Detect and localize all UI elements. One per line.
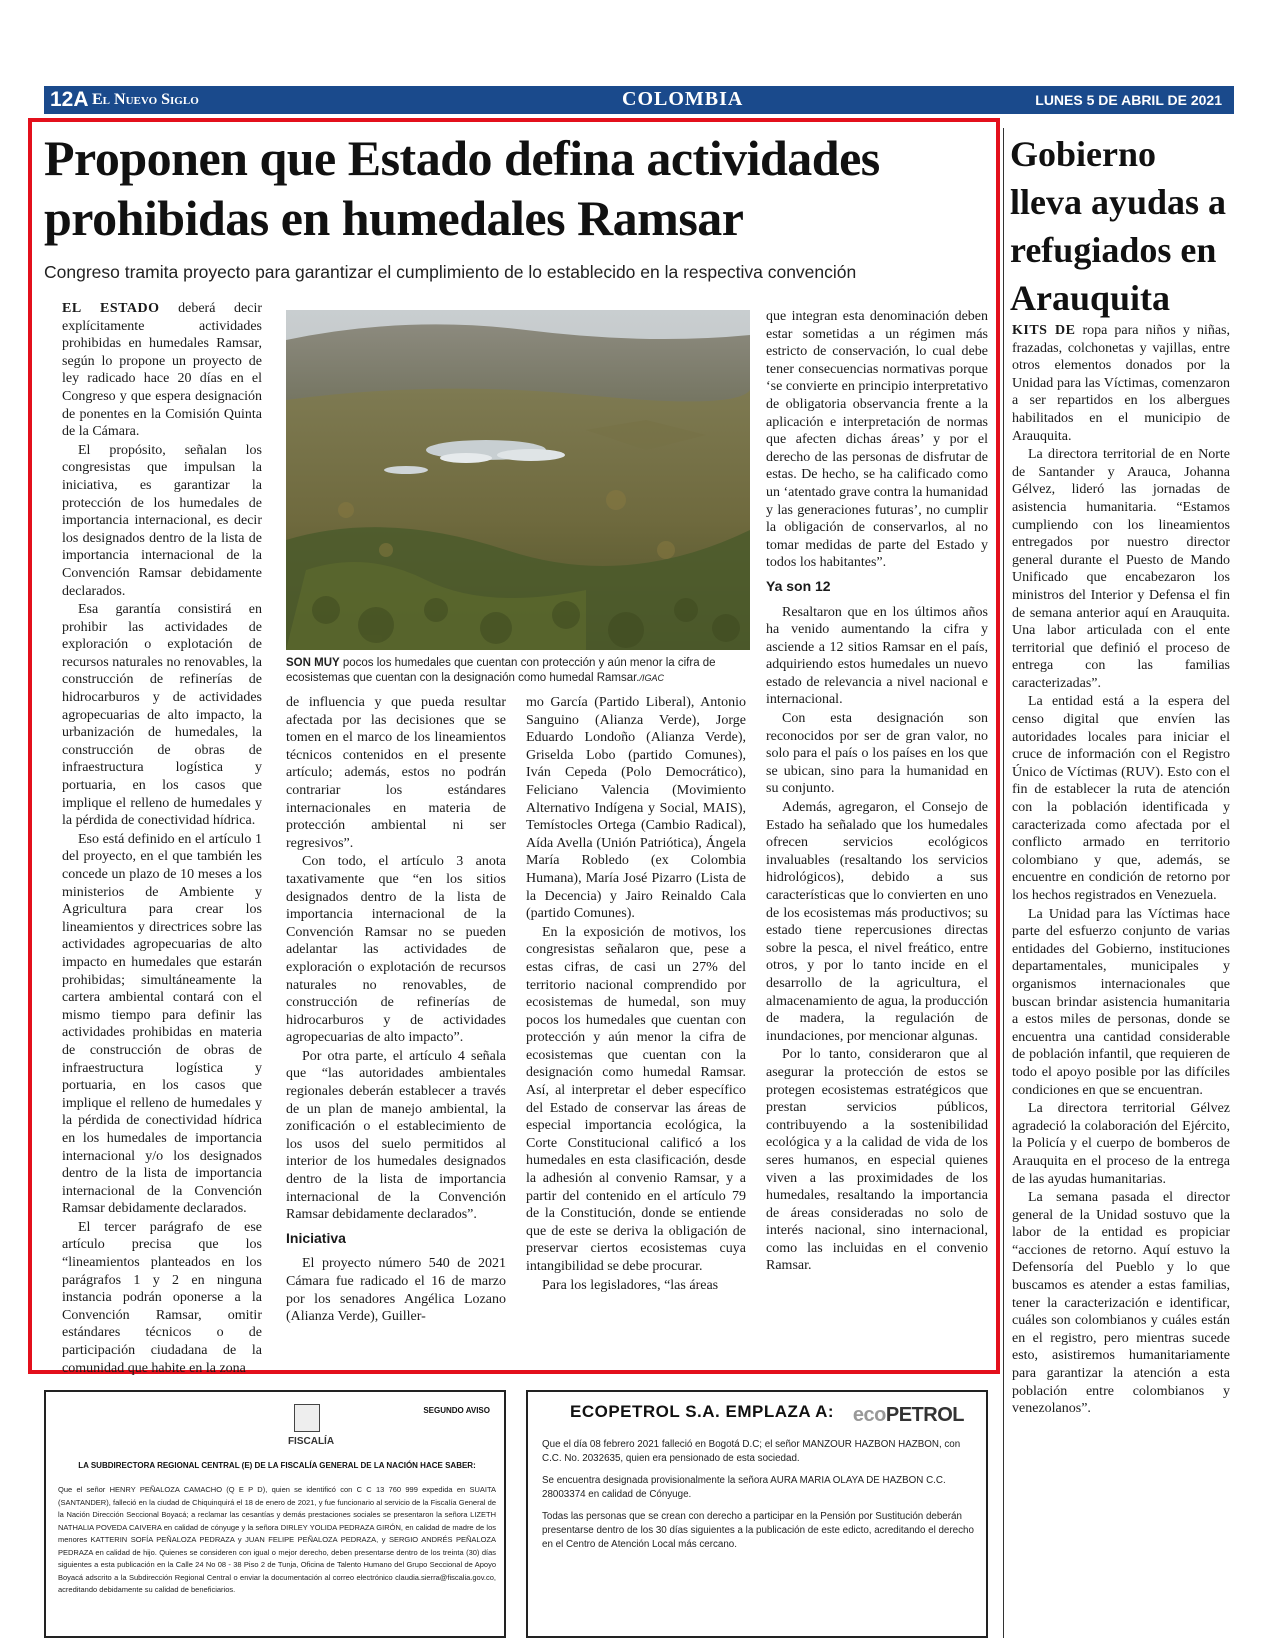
notice-title: LA SUBDIRECTORA REGIONAL CENTRAL (E) DE LA FISCALÍA GENERAL DE LA NACIÓN HACE SABER:: [78, 1461, 476, 1470]
lead-word: KITS DE: [1012, 323, 1076, 338]
paragraph: de influencia y que pueda resultar afectada por las decisiones que se tomen en el marco de los lineamientos técnicos contenidos en el presente artículo; además, estos no podrán contrariar los estándares internacionales en materia de protección ambiental ni ser regresivos”.: [286, 695, 506, 851]
paragraph: El proyecto número 540 de 2021 Cámara fue radicado el 16 de marzo por los senadores Angélica Lozano (Alianza Verde), Guiller-: [286, 1256, 506, 1325]
paragraph: Por otra parte, el artículo 4 señala que “las autoridades ambientales regionales deberán establecer a través de un plan de manejo ambiental, la zonificación o el establecimiento de los usos del suelo permitidos al interior de los humedales designados dentro de la lista de importancia internacional de la Convención Ramsar debidamente declarados”.: [286, 1048, 506, 1223]
main-subhead: Congreso tramita proyecto para garantizar el cumplimiento de lo establecido en la respectiva convención: [44, 262, 857, 282]
photo-caption: [286, 656, 750, 686]
issue-date: LUNES 5 DE ABRIL DE 2021: [1035, 92, 1222, 108]
article-column-4: [766, 308, 988, 1276]
ecopetrol-logo: [853, 1404, 964, 1427]
paragraph: deberá decir explícitamente actividades prohibidas en humedales Ramsar, según lo propone un proyecto de ley radicado hace 20 días en el Congreso y que espera designación de ponentes en la Comisión Quinta de la Cámara.: [62, 301, 262, 440]
logo-part: eco: [852, 1404, 886, 1426]
wetland-landscape-image: [286, 310, 750, 650]
main-headline: Proponen que Estado defina actividades prohibidas en humedales Ramsar: [44, 130, 880, 246]
paragraph: La semana pasada el director general de la Unidad sostuvo que la labor de la entidad es propiciar “acciones de retorno. Aquí estuvo la Defensoría del Pueblo y lo que buscamos es atender a estas familias, tener la caracterización e identificar, cuáles son colombianos y cuáles están en el registro, pero mientras sucede esto, asistiremos humanitariamente para garantizar la atención a esta población entre colombianos y venezolanos”.: [1012, 1190, 1230, 1417]
article-column-3: [526, 694, 746, 1295]
fiscalia-seal-icon: [294, 1404, 320, 1432]
column-divider: [1003, 128, 1004, 1638]
notice-body: [542, 1438, 976, 1560]
paragraph: Que el día 08 febrero 2021 falleció en Bogotá D.C; el señor MANZOUR HAZBON HAZBON, con C.C. No. 2032635, quien era pensionado de esta sociedad.: [542, 1439, 961, 1464]
paragraph: Se encuentra designada provisionalmente la señora AURA MARIA OLAYA DE HAZBON C.C. 28003374 en calidad de Cónyuge.: [542, 1475, 946, 1500]
paragraph: Esa garantía consistirá en prohibir las actividades de exploración o explotación de recursos naturales no renovables, la construcción de refinerías de hidrocarburos y de actividades agropecuarias de alto impacto, la urbanización de humedales, la construcción de obras de infraestructura logística y portuaria, en los casos que implique el relleno de humedales y la pérdida de conectividad hídrica.: [62, 602, 262, 829]
paragraph: Con esta designación son reconocidos por ser de gran valor, no solo para el país o los países en los que se ubican, sino para la humanidad en su conjunto.: [766, 711, 988, 797]
paragraph: La directora territorial de en Norte de Santander y Arauca, Johanna Gélvez, lideró las jornadas de asistencia humanitaria. “Estamos cumpliendo con los lineamientos entregados por nuestro director general durante el Puesto de Mando Unificado que encabezaron los ministros del Interior y Defensa el fin de semana anterior aquí en Arauquita. Una labor articulada con el ente territorial que definió el proceso de entrega con las familias caracterizadas”.: [1012, 447, 1230, 691]
article-column-2: [286, 694, 506, 1327]
side-headline: Gobierno lleva ayudas a refugiados en Arauquita: [1010, 134, 1227, 318]
paragraph: El propósito, señalan los congresistas que impulsan la iniciativa, es garantizar la protección de los humedales de importancia internacional, es decir los designados dentro de la lista de importancia internacional de la Convención Ramsar debidamente declarados.: [62, 442, 262, 599]
paragraph: La entidad está a la espera del censo digital que envíen las autoridades locales para iniciar el cruce de información con el Registro Único de Víctimas (RUV). Esto con el fin de establecer la ruta de atención con la población identificada y caracterizada como afectada por el conflicto armado en territorio colombiano y que, además, se encuentre en condición de retorno por los hechos registrados en Venezuela.: [1012, 694, 1230, 903]
section-title: COLOMBIA: [622, 88, 744, 110]
ecopetrol-notice-ad: [526, 1390, 988, 1638]
caption-text: pocos los humedales que cuentan con protección y aún menor la cifra de ecosistemas que cuentan con la designación como humedal Ramsar.: [286, 657, 716, 684]
page-number: 12A: [50, 88, 89, 111]
paragraph: La Unidad para las Víctimas hace parte del esfuerzo conjunto de varias entidades del Gobierno, instituciones departamentales, municipales y organismos internacionales que buscan brindar asistencia humanitaria a estos miles de personas, donde se encuentra una cantidad considerable de población infantil, que requieren de todo el apoyo posible por las difíciles condiciones en que se encuentran.: [1012, 906, 1230, 1098]
article-column-1: [62, 300, 262, 1378]
page-header-bar: [44, 86, 1234, 114]
logo-part: PETROL: [885, 1404, 964, 1426]
section-subtitle: Ya son 12: [766, 577, 831, 594]
paragraph: Por lo tanto, consideraron que al asegurar la protección de estos se protegen ecosistemas estratégicos que prestan servicios públicos, contribuyendo a la sostenibilidad ecológica y a la calidad de vida de los seres humanos, en especial quienes viven a las proximidades de los humedales, resaltando la importancia de áreas consideradas no solo de interés nacional, sino internacional, como las incluidas en el convenio Ramsar.: [766, 1047, 988, 1274]
caption-lead: SON MUY: [286, 657, 340, 669]
paragraph: En la exposición de motivos, los congresistas señalaron que, pese a estas cifras, de casi un 27% del territorio nacional comprendido por ecosistemas de humedal, son muy pocos los humedales que cuentan con protección y aún menor la cifra de ecosistemas que cuentan con la designación como humedal Ramsar. Así, al interpretar el deber específico del Estado de conservar las áreas de especial importancia ecológica, la Corte Constitucional calificó a los humedales en esta clasificación, desde la adhesión al convenio Ramsar, y a partir del contenido en el artículo 79 de la Constitución, donde se entiende que de este se deriva la obligación de preservar ciertos ecosistemas cuya intangibilidad se debe procurar.: [526, 924, 746, 1274]
paragraph: Además, agregaron, el Consejo de Estado ha señalado que los humedales ofrecen servicios ecológicos invaluables (resaltando los servicios hidrológicos), debido a sus características que lo convierten en uno de los ecosistemas más productivos; su estado tiene repercusiones directas sobre la pesca, el nivel freático, entre otros, y por lo tanto incide en el desarrollo de la agricultura, el almacenamiento de agua, la producción de madera, la regulación de inundaciones, por mencionar algunas.: [766, 800, 988, 1044]
paragraph: Resaltaron que en los últimos años ha venido aumentando la cifra y asciende a 12 sitios Ramsar en el país, adquiriendo estos humedales un nuevo estado de relevancia a nivel nacional e internacional.: [766, 604, 988, 708]
wetland-photo: [286, 310, 750, 650]
side-article-column: [1012, 322, 1230, 1419]
fiscalia-logo-text: FISCALÍA: [287, 1436, 335, 1447]
paragraph: La directora territorial Gélvez agradeció la colaboración del Ejército, la Policía y el cuerpo de bomberos de Arauquita en el proceso de la entrega de las ayudas humanitarias.: [1012, 1101, 1230, 1187]
paragraph: ropa para niños y niñas, frazadas, colchonetas y vajillas, entre otros elementos donados por la Unidad para las Víctimas, comenzaron a ser repartidos en los albergues habilitados en el municipio de Arauquita.: [1012, 323, 1231, 444]
fiscalia-notice-ad: [44, 1390, 506, 1638]
paragraph: Con todo, el artículo 3 anota taxativamente que “en los sitios designados dentro de la lista de importancia internacional de la Convención Ramsar no se pueden adelantar las actividades de exploración o explotación de recursos naturales no renovables, de construcción de refinerías de hidrocarburos y de actividades agropecuarias de alto impacto”.: [286, 854, 506, 1046]
notice-title: ECOPETROL S.A. EMPLAZA A:: [570, 1402, 835, 1421]
paragraph: Para los legisladores, “las áreas: [542, 1277, 719, 1293]
paragraph: que integran esta denominación deben estar sometidas a un régimen más estricto de conservación, lo cual debe tener consecuencias normativas porque ‘se convierte en principio interpretativo de obligatoria observancia frente a la aplicación e interpretación de normas que afecten dichas áreas’ y por el derecho de las personas de disfrutar de estas. De hecho, se ha calificado como un ‘atentado grave contra la humanidad y las generaciones futuras’, no cumplir la obligación de conservarlos, al no tomar medidas de parte del Estado y todos los habitantes”.: [766, 309, 988, 571]
section-subtitle: Iniciativa: [286, 1229, 346, 1246]
notice-body: Que el señor HENRY PEÑALOZA CAMACHO (Q E P D), quien se identificó con C C 13 760 999 expedida en SUAITA (SANTANDER), falleció en la ciudad de Chiquinquirá el 18 de enero de 2021, y fue funcionario al servicio de la Fiscalía General de la Nación Dirección Seccional Boyacá; a reclamar las cesantías y demás prestaciones sociales se presentaron la señora LIZETH NATHALIA POVEDA CAIVERA en calidad de cónyuge y la señora DIRLEY YOLIDA PEDRAZA GIRÓN, en calidad de madre de los menores KATTERIN SOFÍA PEÑALOZA PEDRAZA y JUAN FELIPE PEÑALOZA PEDRAZA, y SERGIO ANDRÉS PEÑALOZA PEDRAZA en calidad de hijo. Quienes se consideren con igual o mejor derecho, deben presentarse dentro de los treinta (30) días siguientes a esta publicación en la Calle 24 No 08 - 38 Piso 2 de Tunja, Oficina de Talento Humano del Grupo Seccional de Apoyo Boyacá adscrito a la Subdirección Regional Central o enviar la documentación al correo electrónico claudia.sierra@fiscalia.gov.co, acreditando debidamente su calidad de beneficiarios.: [58, 1485, 496, 1594]
lead-word: EL ESTADO: [62, 301, 160, 316]
paragraph: mo García (Partido Liberal), Antonio Sanguino (Alianza Verde), Jorge Eduardo Londoño (Alianza Verde), Griselda Lobo (partido Comunes), Iván Cepeda (Polo Democrático), Feliciano Valencia (Movimiento Alternativo Indígena y Social, MAIS), Temístocles Ortega (Cambio Radical), Aída Avella (Unión Patriótica), Ángela María Robledo (ex Colombia Humana), María José Pizarro (Lista de la Decencia) y Jairo Reinaldo Cala (partido Comunes).: [526, 695, 746, 922]
paragraph: Todas las personas que se crean con derecho a participar en la Pensión por Sustitución deberán presentarse dentro de los 30 días siguientes a la publicación de este edicto, acreditando el derecho en el Centro de Atención Local más cercano.: [542, 1511, 974, 1550]
paragraph: Eso está definido en el artículo 1 del proyecto, en el que también les concede un plazo de 10 meses a los ministerios de Ambiente y Agricultura para crear los lineamientos y directrices sobre las actividades agropecuarias de alto impacto en humedales que estarán prohibidas; simultáneamente la cartera ambiental contará con el mismo tiempo para definir las actividades prohibidas en materia de construcción de obras de infraestructura logística y portuaria, en los casos que implique el relleno de humedales y la pérdida de conectividad hídrica en los humedales de importancia internacional y/o los designados dentro de la lista de importancia internacional de la Convención Ramsar debidamente declarados.: [62, 831, 262, 1217]
paragraph: El tercer parágrafo de ese artículo precisa que los “lineamientos planteados en los parágrafos 1 y 2 en ninguna instancia podrán oponerse a la Convención Ramsar, omitir estándares técnicos o de participación ciudadana de la comunidad que habite en la zona: [62, 1219, 262, 1376]
notice-label: SEGUNDO AVISO: [423, 1406, 490, 1415]
newspaper-name: El Nuevo Siglo: [92, 91, 199, 108]
photo-credit: /IGAC: [639, 673, 665, 683]
